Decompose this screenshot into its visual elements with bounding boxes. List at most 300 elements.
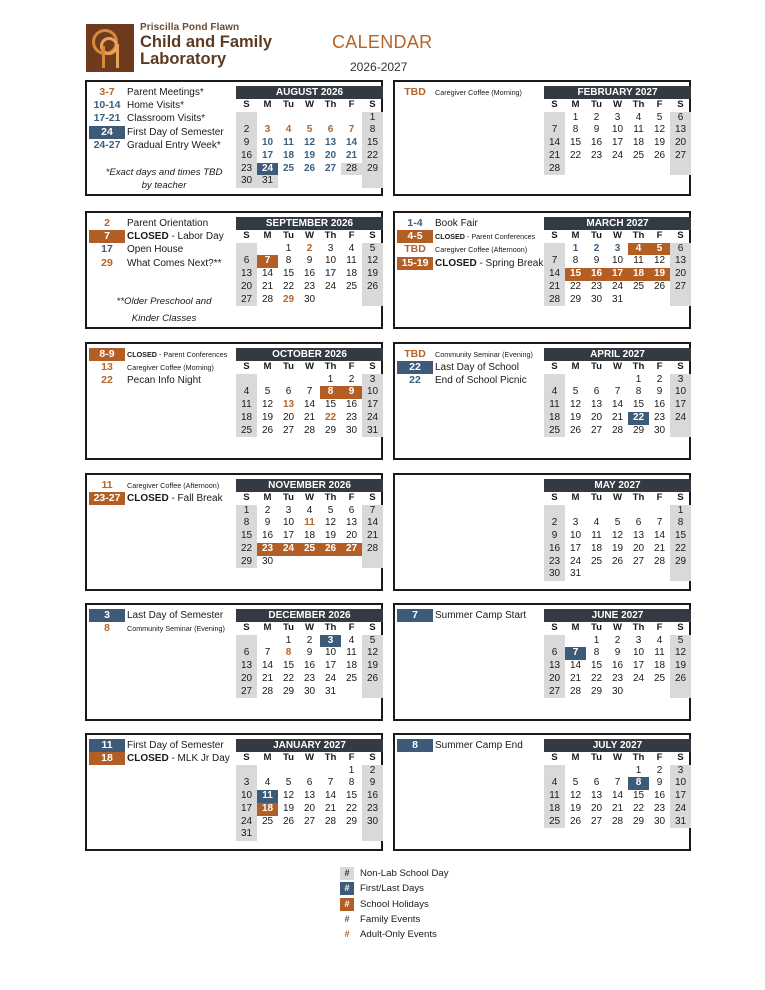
calendar-day: 21 [362, 530, 383, 543]
event-date: 7 [397, 609, 433, 622]
calendar-day: 4 [593, 517, 600, 529]
calendar-day [628, 505, 649, 518]
calendar-day: 8 [593, 647, 600, 659]
calendar-day: 17 [670, 790, 691, 803]
calendar-day: 27 [670, 150, 691, 163]
weekday-header [544, 492, 691, 505]
calendar-week [544, 543, 691, 556]
calendar-day [278, 765, 299, 778]
calendar-day [565, 163, 586, 176]
calendar-day: 29 [632, 815, 645, 827]
calendar-day: 16 [303, 660, 316, 672]
calendar-day [299, 374, 320, 387]
calendar-day: 22 [670, 543, 691, 556]
weekday-label: Th [632, 230, 645, 241]
weekday-header [544, 361, 691, 374]
calendar-day: 22 [282, 672, 295, 684]
event-date: 10-14 [93, 99, 121, 112]
calendar-day [257, 635, 278, 648]
calendar-day: 14 [261, 268, 274, 280]
calendar-day [628, 163, 649, 176]
calendar-week [544, 530, 691, 543]
calendar-day: 13 [236, 268, 257, 281]
event-label: CLOSED - Fall Break [127, 493, 223, 505]
calendar-week [236, 647, 383, 660]
weekday-label: Th [324, 622, 337, 633]
calendar-day: 16 [544, 543, 565, 556]
weekday-label: W [304, 99, 315, 110]
calendar-day: 11 [346, 647, 357, 659]
event-note: Kinder Classes [131, 313, 197, 324]
calendar-week [236, 175, 383, 188]
calendar-day [586, 163, 607, 176]
weekday-label: Th [324, 99, 337, 110]
calendar-day: 2 [306, 242, 313, 254]
calendar-day: 25 [345, 280, 358, 292]
calendar-day: 21 [324, 802, 337, 814]
calendar-week [236, 816, 383, 829]
calendar-day [320, 765, 341, 778]
calendar-day: 26 [320, 543, 341, 556]
calendar-day: 24 [362, 412, 383, 425]
calendar-day: 13 [236, 660, 257, 673]
brand-line-2: Child and Family [140, 33, 273, 51]
calendar-day: 23 [590, 280, 603, 292]
calendar-day: 24 [632, 672, 645, 684]
calendar-week [236, 255, 383, 268]
calendar-day: 15 [565, 268, 586, 281]
calendar-day: 12 [611, 530, 624, 542]
calendar-day [544, 765, 565, 778]
calendar-day: 26 [653, 280, 666, 292]
calendar-day: 8 [285, 647, 292, 659]
calendar-day: 7 [306, 386, 313, 398]
calendar-day: 14 [303, 399, 316, 411]
month-calendar [236, 479, 383, 568]
weekday-label: M [571, 230, 580, 241]
calendar-day [299, 765, 320, 778]
month-calendar [236, 739, 383, 841]
weekday-label: Tu [282, 752, 294, 763]
calendar-day: 8 [236, 517, 257, 530]
event-item [397, 243, 547, 256]
event-label: Gradual Entry Week* [127, 139, 221, 151]
calendar-day: 15 [632, 790, 645, 802]
calendar-day: 4 [285, 124, 292, 136]
calendar-day: 23 [303, 280, 316, 292]
calendar-day [257, 374, 278, 387]
calendar-day: 6 [670, 112, 691, 125]
month-header: AUGUST 2026 [236, 86, 383, 99]
event-label: CLOSED - Labor Day [127, 231, 224, 243]
calendar-day: 25 [544, 816, 565, 829]
calendar-day: 25 [653, 672, 666, 684]
event-item [89, 609, 239, 622]
month-panel [393, 80, 691, 196]
calendar-week [236, 243, 383, 256]
weekday-label: Th [632, 99, 645, 110]
calendar-day: 17 [362, 399, 383, 412]
month-header: JUNE 2027 [544, 609, 691, 622]
calendar-day: 12 [362, 255, 383, 268]
legend-swatch: # [344, 913, 350, 924]
weekday-label: Th [324, 752, 337, 763]
calendar-week [236, 112, 383, 125]
calendar-day: 27 [670, 281, 691, 294]
weekday-label: Tu [590, 622, 602, 633]
calendar-day: 22 [362, 150, 383, 163]
calendar-day: 22 [345, 802, 358, 814]
weekday-label: S [243, 622, 250, 633]
calendar-day: 25 [632, 280, 645, 292]
calendar-day: 26 [653, 149, 666, 161]
calendar-day [565, 505, 586, 518]
month-header: NOVEMBER 2026 [236, 479, 383, 492]
weekday-header [236, 622, 383, 635]
calendar-day: 4 [348, 634, 355, 646]
event-item [89, 99, 239, 112]
calendar-day: 30 [611, 685, 624, 697]
calendar-day: 30 [362, 816, 383, 829]
calendar-day: 24 [278, 543, 299, 556]
calendar-day: 8 [670, 517, 691, 530]
month-panel [85, 473, 383, 591]
calendar-day: 4 [348, 242, 355, 254]
calendar-day: 21 [261, 672, 274, 684]
calendar-day: 13 [632, 530, 645, 542]
event-date: 3 [89, 609, 125, 622]
weekday-label: S [677, 752, 684, 763]
calendar-day: 31 [324, 685, 337, 697]
calendar-day: 12 [569, 399, 582, 411]
event-label: First Day of Semester [127, 126, 224, 138]
calendar-day: 4 [628, 243, 649, 256]
weekday-header [236, 752, 383, 765]
calendar-day: 20 [236, 673, 257, 686]
calendar-day: 6 [327, 124, 334, 136]
calendar-day: 10 [670, 386, 691, 399]
calendar-day [670, 425, 691, 438]
weekday-label: F [656, 361, 663, 372]
calendar-day: 26 [362, 281, 383, 294]
weekday-label: S [369, 230, 376, 241]
calendar-day: 24 [670, 412, 691, 425]
weekday-label: S [677, 230, 684, 241]
calendar-day: 2 [236, 124, 257, 137]
calendar-day: 19 [324, 530, 337, 542]
event-item [89, 348, 239, 361]
calendar-week [236, 530, 383, 543]
calendar-day [544, 635, 565, 648]
calendar-day: 9 [593, 255, 600, 267]
month-header: MAY 2027 [544, 479, 691, 492]
event-label: First Day of Semester [127, 740, 224, 751]
calendar-day: 9 [614, 647, 621, 659]
weekday-label: Tu [282, 99, 294, 110]
calendar-day [236, 635, 257, 648]
calendar-week [236, 268, 383, 281]
calendar-day: 2 [656, 373, 663, 385]
calendar-day [670, 294, 691, 307]
calendar-day: 18 [628, 268, 649, 281]
weekday-label: M [263, 492, 272, 503]
weekday-label: S [369, 492, 376, 503]
month-calendar [236, 217, 383, 306]
calendar-day: 25 [590, 555, 603, 567]
calendar-day: 31 [257, 175, 278, 188]
calendar-day: 1 [285, 242, 292, 254]
weekday-label: F [656, 622, 663, 633]
calendar-day: 17 [670, 399, 691, 412]
calendar-day: 8 [572, 124, 579, 136]
calendar-day: 16 [345, 399, 358, 411]
calendar-day: 28 [569, 685, 582, 697]
calendar-day: 17 [261, 149, 274, 161]
calendar-day [278, 374, 299, 387]
weekday-label: S [551, 622, 558, 633]
weekday-label: S [243, 752, 250, 763]
calendar-day: 28 [611, 815, 624, 827]
calendar-day: 7 [544, 124, 565, 137]
calendar-day [649, 294, 670, 307]
event-date: 8 [104, 622, 110, 635]
calendar-day: 12 [303, 137, 316, 149]
calendar-day: 8 [635, 386, 642, 398]
event-label: Home Visits* [127, 100, 185, 112]
month-calendar [236, 348, 383, 437]
event-date: 24 [89, 126, 125, 139]
weekday-label: W [304, 752, 315, 763]
event-label: Caregiver Coffee (Afternoon) [127, 481, 220, 490]
calendar-day: 6 [236, 647, 257, 660]
calendar-day [544, 374, 565, 387]
event-list [89, 86, 239, 152]
month-header: OCTOBER 2026 [236, 348, 383, 361]
calendar-day: 19 [282, 802, 295, 814]
month-panel [85, 211, 383, 329]
calendar-day: 19 [362, 268, 383, 281]
weekday-label: S [677, 492, 684, 503]
event-note: by teacher [141, 180, 187, 191]
weekday-header [236, 492, 383, 505]
calendar-day: 20 [544, 673, 565, 686]
weekday-header [544, 752, 691, 765]
event-label: End of School Picnic [435, 375, 527, 387]
weekday-header [544, 99, 691, 112]
calendar-day: 23 [303, 672, 316, 684]
weekday-label: Tu [590, 492, 602, 503]
event-item [397, 257, 547, 270]
calendar-day: 4 [306, 504, 313, 516]
calendar-day: 20 [282, 411, 295, 423]
calendar-day [607, 163, 628, 176]
calendar-day: 28 [303, 424, 316, 436]
calendar-day [607, 568, 628, 581]
event-label: Book Fair [435, 218, 478, 229]
calendar-day: 23 [257, 543, 278, 556]
page-title: CALENDAR [332, 32, 433, 52]
calendar-day: 21 [569, 672, 582, 684]
calendar-day: 12 [670, 647, 691, 660]
event-date: 1-4 [407, 217, 423, 229]
month-panel [393, 342, 691, 460]
event-label: Summer Camp Start [435, 610, 527, 621]
event-date: 24-27 [93, 138, 121, 151]
calendar-day [257, 243, 278, 256]
weekday-label: M [571, 492, 580, 503]
event-label: Summer Camp End [435, 740, 523, 751]
calendar-week [236, 635, 383, 648]
calendar-day [586, 374, 607, 387]
calendar-week [236, 543, 383, 556]
month-header: JULY 2027 [544, 739, 691, 752]
calendar-day: 12 [282, 790, 295, 802]
weekday-label: S [677, 622, 684, 633]
calendar-day: 11 [591, 530, 602, 542]
calendar-day [299, 112, 320, 125]
calendar-day: 22 [628, 412, 649, 425]
calendar-week [236, 517, 383, 530]
calendar-day: 11 [304, 517, 315, 529]
calendar-day: 23 [611, 672, 624, 684]
weekday-label: S [551, 752, 558, 763]
calendar-week [236, 505, 383, 518]
calendar-day: 3 [670, 765, 691, 778]
brand-line-1: Priscilla Pond Flawn [140, 22, 240, 33]
weekday-label: S [677, 99, 684, 110]
calendar-day: 7 [614, 386, 621, 398]
month-calendar [544, 348, 691, 437]
weekday-label: S [369, 752, 376, 763]
calendar-day: 2 [362, 765, 383, 778]
legend-label: Adult-Only Events [360, 929, 437, 941]
calendar-day: 25 [632, 149, 645, 161]
weekday-label: S [677, 361, 684, 372]
calendar-day: 16 [590, 137, 603, 149]
calendar-day: 19 [569, 802, 582, 814]
calendar-day [670, 686, 691, 699]
calendar-day [649, 568, 670, 581]
calendar-day: 10 [282, 517, 295, 529]
weekday-label: Th [632, 492, 645, 503]
calendar-day: 24 [611, 149, 624, 161]
calendar-day: 18 [345, 268, 358, 280]
calendar-day: 6 [306, 777, 313, 789]
event-item [89, 622, 239, 635]
calendar-day: 3 [635, 634, 642, 646]
weekday-label: S [369, 622, 376, 633]
calendar-day [320, 294, 341, 307]
calendar-day: 27 [303, 815, 316, 827]
calendar-day: 4 [656, 634, 663, 646]
event-date: TBD [404, 243, 426, 256]
calendar-day: 29 [345, 815, 358, 827]
calendar-day: 1 [572, 242, 579, 254]
calendar-week [544, 374, 691, 387]
calendar-day: 3 [327, 242, 334, 254]
calendar-day: 22 [632, 802, 645, 814]
calendar-day: 4 [635, 111, 642, 123]
event-list [89, 217, 239, 270]
event-list [89, 479, 239, 505]
calendar-week [544, 268, 691, 281]
calendar-day: 12 [653, 255, 666, 267]
calendar-day: 5 [614, 517, 621, 529]
calendar-day: 27 [236, 294, 257, 307]
calendar-day [565, 374, 586, 387]
calendar-day: 21 [653, 542, 666, 554]
calendar-day: 17 [324, 268, 337, 280]
calendar-day [362, 556, 383, 569]
weekday-label: Th [632, 622, 645, 633]
event-list [89, 609, 239, 635]
calendar-day: 17 [632, 660, 645, 672]
brand-name [140, 22, 272, 68]
calendar-day: 10 [324, 647, 337, 659]
calendar-day [649, 163, 670, 176]
event-date: 22 [409, 374, 421, 387]
brand-line-3: Laboratory [140, 50, 227, 68]
weekday-label: Th [324, 361, 337, 372]
calendar-day: 3 [670, 374, 691, 387]
calendar-day: 18 [653, 660, 666, 672]
calendar-day: 10 [261, 137, 274, 149]
calendar-day: 10 [236, 790, 257, 803]
calendar-day: 2 [614, 634, 621, 646]
calendar-week [236, 137, 383, 150]
calendar-day: 19 [611, 542, 624, 554]
calendar-day: 17 [607, 268, 628, 281]
calendar-day: 20 [303, 802, 316, 814]
calendar-day: 29 [632, 424, 645, 436]
calendar-day: 12 [324, 517, 337, 529]
calendar-day: 17 [324, 660, 337, 672]
weekday-label: F [348, 752, 355, 763]
calendar-day: 26 [362, 673, 383, 686]
calendar-day: 13 [282, 399, 295, 411]
calendar-day [257, 112, 278, 125]
event-label: Classroom Visits* [127, 113, 206, 125]
event-item [397, 86, 547, 99]
calendar-day: 23 [590, 149, 603, 161]
calendar-day: 19 [569, 411, 582, 423]
calendar-day: 19 [362, 660, 383, 673]
calendar-day: 17 [611, 137, 624, 149]
weekday-label: F [656, 230, 663, 241]
calendar-week [544, 803, 691, 816]
calendar-day [565, 635, 586, 648]
weekday-label: Tu [282, 492, 294, 503]
event-item [89, 217, 239, 230]
weekday-label: W [612, 99, 623, 110]
calendar-day: 16 [653, 790, 666, 802]
weekday-label: M [571, 752, 580, 763]
month-panel [393, 211, 691, 329]
calendar-day: 6 [285, 386, 292, 398]
calendar-day: 16 [586, 268, 607, 281]
event-date: TBD [404, 348, 426, 360]
calendar-day: 24 [569, 555, 582, 567]
calendar-day: 16 [261, 530, 274, 542]
calendar-day: 29 [569, 293, 582, 305]
calendar-day: 3 [614, 111, 621, 123]
event-date: 7 [89, 230, 125, 243]
calendar-day: 18 [345, 660, 358, 672]
calendar-day: 3 [614, 242, 621, 254]
event-label: CLOSED - Parent Conferences [435, 232, 536, 242]
calendar-day: 14 [653, 530, 666, 542]
calendar-day: 1 [236, 505, 257, 518]
